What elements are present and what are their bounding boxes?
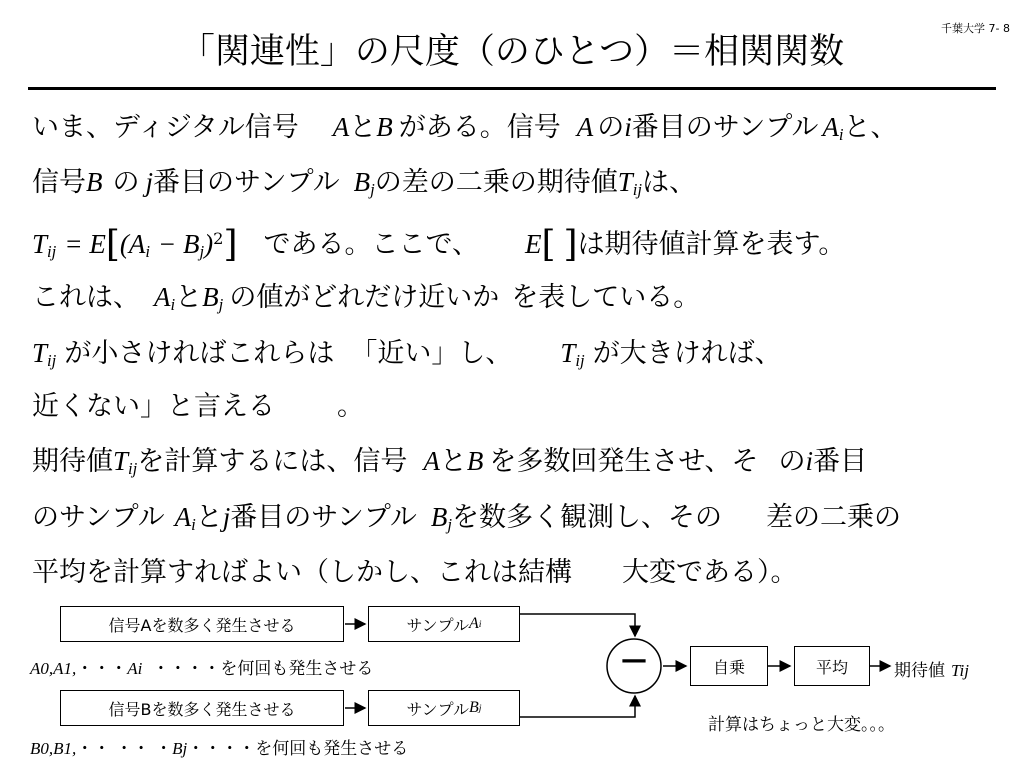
- left-bracket: [: [105, 223, 120, 265]
- var-a: A: [423, 446, 440, 476]
- subscript: ij: [47, 242, 57, 262]
- text: と: [349, 112, 377, 143]
- footnote-calculation-hard: 計算はちょっと大変。。。: [708, 715, 895, 735]
- text: 番目のサンプル: [631, 112, 819, 143]
- subscript: ij: [632, 180, 643, 200]
- var-a: A: [154, 282, 171, 312]
- var-bj: B: [353, 167, 371, 197]
- var-t: T: [560, 338, 576, 368]
- var-b: B: [86, 167, 103, 197]
- text: を表している。: [511, 282, 701, 313]
- text: 差の二乗の: [765, 502, 901, 533]
- var-t: T: [617, 167, 633, 197]
- subscript: i: [170, 295, 176, 315]
- var-b: B: [466, 446, 484, 476]
- text: ・・・・を何回も発生させる: [152, 659, 374, 679]
- var-a: A: [469, 615, 479, 632]
- subscript: i: [191, 515, 196, 535]
- arrow-sample-b-to-minus: [520, 696, 635, 717]
- page-title: 「関連性」の尺度（のひとつ）＝相関関数: [179, 32, 845, 72]
- label: 期待値: [894, 661, 945, 681]
- text: 期待値: [32, 446, 113, 477]
- paren: ): [204, 228, 214, 259]
- text: の差の二乗の期待値: [374, 167, 618, 198]
- text: いま、ディジタル信号: [32, 112, 299, 143]
- var-bj: Bj: [172, 739, 188, 758]
- subscript: j: [447, 515, 452, 535]
- text: の: [597, 112, 625, 143]
- arrow-sample-a-to-minus: [520, 614, 635, 636]
- subscript: ij: [128, 459, 138, 479]
- right-bracket: ]: [223, 223, 238, 265]
- text: の値がどれだけ近いか: [229, 282, 500, 313]
- left-bracket: [: [541, 223, 556, 265]
- text: 番目のサンプル: [153, 167, 340, 198]
- text: の: [112, 167, 140, 198]
- var-a: A: [576, 112, 594, 142]
- label: サンプル: [406, 615, 469, 635]
- subscript: i: [145, 242, 151, 262]
- equals-e: = E: [64, 228, 106, 259]
- subscript: j: [199, 242, 205, 262]
- var-t: T: [32, 338, 48, 368]
- text: 信号: [32, 167, 86, 198]
- generate-signal-a-box: 信号Aを数多く発生させる: [60, 606, 344, 642]
- var-b: B: [430, 502, 448, 532]
- var-b: B: [469, 699, 479, 716]
- minus-b: − B: [158, 228, 200, 259]
- var-i: i: [805, 446, 814, 476]
- text: 近くない」と言える: [32, 391, 275, 422]
- var-ai: A: [822, 112, 839, 142]
- note-signal-a-repeat: [30, 654, 373, 679]
- text: 番目のサンプル: [230, 502, 417, 533]
- text: が小さければこれらは: [64, 338, 335, 369]
- text: は期待値計算を表す。: [577, 228, 846, 260]
- var-i: i: [624, 112, 632, 142]
- note-signal-b-repeat: [30, 734, 408, 759]
- square-box: 自乗: [690, 646, 768, 686]
- text: の: [778, 446, 806, 477]
- subscript: i: [838, 125, 844, 145]
- text: これは、: [32, 282, 140, 313]
- subscript: j: [370, 180, 375, 200]
- text: と: [195, 502, 223, 533]
- generate-signal-b-box: 信号Bを数多く発生させる: [60, 690, 344, 726]
- output-expected-value: [894, 656, 969, 681]
- text: と: [439, 446, 467, 477]
- dots: ・・ ・・ ・: [76, 739, 173, 759]
- label: サンプル: [406, 699, 469, 719]
- right-bracket: ]: [563, 223, 578, 265]
- text: ・・・・を何回も発生させる: [187, 739, 409, 759]
- var-t: T: [32, 228, 48, 259]
- page-number: 千葉大学 7- 8: [941, 22, 1010, 35]
- text: 。: [337, 391, 364, 422]
- subscript: ij: [47, 351, 57, 371]
- text: 大変である）。: [622, 557, 798, 588]
- subscript: j: [478, 702, 482, 714]
- subscript: ij: [575, 351, 585, 371]
- dots: ・・・: [76, 659, 128, 679]
- sample-a-box: [368, 606, 520, 642]
- paren: (: [119, 228, 129, 259]
- text: 番目: [813, 446, 868, 477]
- minus-symbol: —: [621, 645, 647, 675]
- superscript: 2: [213, 229, 224, 248]
- subscript: j: [218, 295, 224, 315]
- vars: B0,B1,: [30, 739, 77, 758]
- text: 平均を計算すればよい（しかし、これは結構: [32, 557, 572, 588]
- var-t: T: [113, 446, 129, 476]
- var-e: E: [524, 228, 542, 259]
- sample-b-box: [368, 690, 520, 726]
- text: を計算するには、信号: [137, 446, 408, 477]
- text: 「近い」し、: [350, 338, 513, 369]
- var-b: B: [202, 282, 219, 312]
- text: を数多く観測し、その: [451, 502, 722, 533]
- vars: A0,A1,: [30, 659, 77, 678]
- var-b: B: [376, 112, 393, 142]
- var-j: j: [145, 167, 154, 197]
- text: である。ここで、: [263, 228, 479, 260]
- var-j: j: [222, 502, 231, 532]
- var-a: A: [174, 502, 192, 532]
- text: は、: [642, 167, 697, 198]
- var-ai: Ai: [127, 659, 143, 678]
- text: のサンプル: [32, 502, 165, 533]
- var-tij: Tij: [951, 661, 969, 680]
- text: がある。信号: [398, 112, 561, 143]
- text: を多数回発生させ、そ: [489, 446, 759, 477]
- text: と: [175, 282, 203, 313]
- text: が大きければ、: [592, 338, 782, 369]
- var-a: A: [128, 228, 146, 259]
- text: と、: [843, 112, 898, 143]
- subscript: i: [478, 618, 482, 630]
- average-box: 平均: [794, 646, 870, 686]
- var-a: A: [332, 112, 350, 142]
